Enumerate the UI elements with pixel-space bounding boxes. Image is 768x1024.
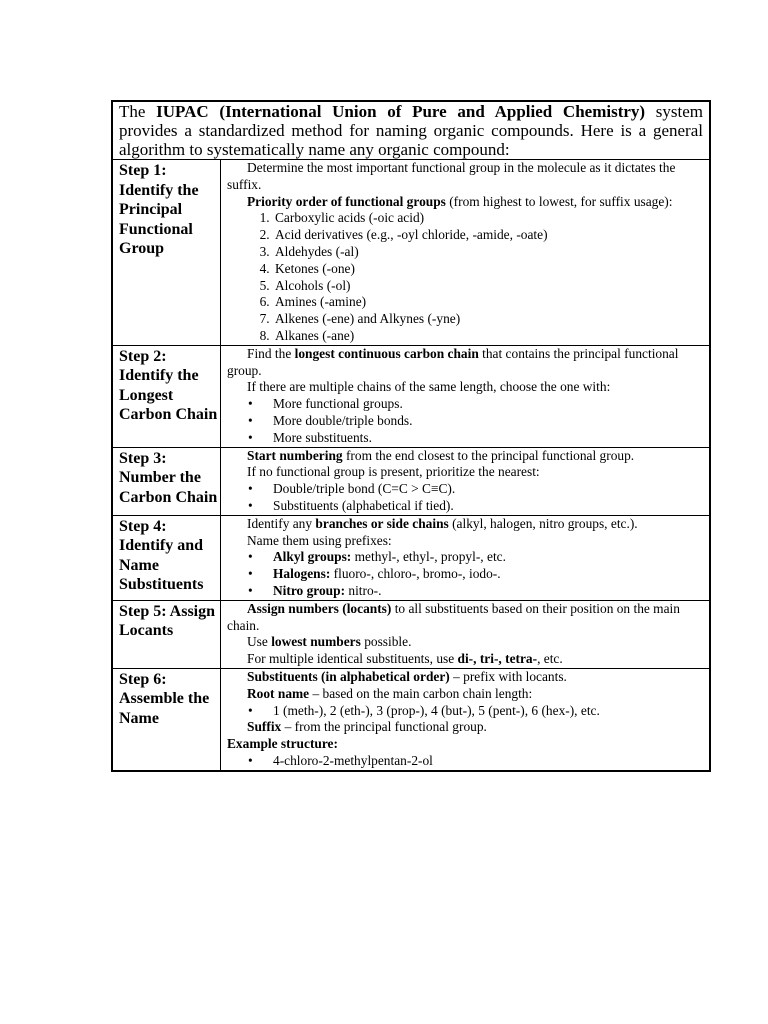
step-3-content [221,448,709,515]
step-5-p3-pre: For multiple identical substituents, use [247,651,458,667]
item-bold: Halogens: [273,566,331,582]
step-5-p2-post: possible. [360,634,412,650]
step-1-p2-bold: Priority order of functional groups [247,193,446,209]
item-bold: Nitro group: [273,582,346,598]
step-6-p1 [227,669,705,686]
step-1-content [221,160,709,345]
step-6-p4 [227,736,705,753]
iupac-naming-table [111,100,711,772]
list-item: 4. Ketones (-one) [273,261,705,278]
list-item [273,549,705,566]
item-rest: nitro-. [345,582,382,598]
numbering-priority-list [227,481,705,515]
step-3-label: Step 3: Number the Carbon Chain [113,448,221,515]
list-item: 2. Acid derivatives (e.g., -oyl chloride, -amide, -oate) [273,227,705,244]
list-item: • 4-chloro-2-methylpentan-2-ol [273,753,705,770]
list-item: 1. Carboxylic acids (-oic acid) [273,210,705,227]
step-5-p2-pre: Use [247,634,272,650]
step-6-p3-post: – from the principal functional group. [281,719,487,735]
list-item [273,566,705,583]
step-6-p1-bold: Substituents (in alphabetical order) [247,668,450,684]
step-6-p3 [227,719,705,736]
step-4-p1-post: (alkyl, halogen, nitro groups, etc.). [448,515,638,531]
list-item: 6. Amines (-amine) [273,294,705,311]
step-6-p2-bold: Root name [247,685,310,701]
list-item: 5. Alcohols (-ol) [273,278,705,295]
root-name-list [227,703,705,720]
step-1-label: Step 1: Identify the Principal Functional Group [113,160,221,345]
step-6-label: Step 6: Assemble the Name [113,669,221,770]
step-4-row [113,516,709,601]
step-5-label: Step 5: Assign Locants [113,601,221,668]
list-item: • More substituents. [273,430,705,447]
step-2-label: Step 2: Identify the Longest Carbon Chain [113,346,221,447]
step-3-p1-bold: Start numbering [247,447,343,463]
step-5-p2-bold: lowest numbers [271,634,361,650]
step-5-p1-post: to all substituents based on their position on the main chain. [227,600,680,633]
step-3-row [113,448,709,516]
prefix-list [227,549,705,599]
list-item: • More double/triple bonds. [273,413,705,430]
list-item: 3. Aldehydes (-al) [273,244,705,261]
item-bold: Alkyl groups: [273,549,352,565]
intro-prefix: The [119,102,157,121]
list-item [273,583,705,600]
step-5-p3-post: , etc. [537,651,563,667]
step-4-label: Step 4: Identify and Name Substituents [113,516,221,600]
step-5-content [221,601,709,668]
list-item: • More functional groups. [273,396,705,413]
step-5-p3-bold: di-, tri-, tetra- [457,651,538,667]
step-5-p1-bold: Assign numbers (locants) [247,600,392,616]
step-2-content [221,346,709,447]
step-4-content [221,516,709,600]
step-5-p1 [227,601,705,635]
step-4-p1-pre: Identify any [247,515,316,531]
step-1-row [113,160,709,346]
step-2-p1 [227,346,705,380]
step-6-content [221,669,709,770]
step-3-p1 [227,448,705,465]
intro-bold: IUPAC (International Union of Pure and Applied Chemistry) [156,102,646,121]
step-4-p2: Name them using prefixes: [247,532,392,548]
step-2-p2: If there are multiple chains of the same length, choose the one with: [247,379,611,395]
step-6-p2 [227,686,705,703]
item-rest: methyl-, ethyl-, propyl-, etc. [351,549,506,565]
list-item: 7. Alkenes (-ene) and Alkynes (-yne) [273,311,705,328]
chain-criteria-list [227,396,705,446]
step-2-row [113,346,709,448]
example-list [227,753,705,770]
step-6-p3-bold: Suffix [247,719,282,735]
list-item: 8. Alkanes (-ane) [273,328,705,345]
list-item: • Double/triple bond (C=C > C≡C). [273,481,705,498]
step-4-p1-bold: branches or side chains [315,515,449,531]
step-1-p1: Determine the most important functional group in the molecule as it dictates the suffix. [227,160,676,192]
step-5-p2 [227,634,705,651]
step-2-p1-bold: longest continuous carbon chain [294,345,479,361]
priority-list [227,210,705,344]
step-2-p1-post: that contains the principal functional group. [227,345,679,378]
step-5-p3 [227,651,705,668]
step-3-p2: If no functional group is present, prioritize the nearest: [247,464,540,480]
intro-suffix: system provides a standardized method for naming organic compounds. Here is a general algorithm to systematically name any organic compound: [119,102,703,159]
step-1-p2-rest: (from highest to lowest, for suffix usage): [445,193,673,209]
step-3-p1-post: from the end closest to the principal functional group. [342,447,635,463]
step-6-p1-post: – prefix with locants. [449,668,567,684]
list-item: • 1 (meth-), 2 (eth-), 3 (prop-), 4 (but-), 5 (pent-), 6 (hex-), etc. [273,703,705,720]
step-1-p2 [227,194,705,211]
step-4-p1 [227,516,705,533]
example-heading: Example structure: [227,736,338,752]
step-2-p1-pre: Find the [247,345,295,361]
item-rest: fluoro-, chloro-, bromo-, iodo-. [330,566,501,582]
step-6-row [113,669,709,770]
intro-paragraph [113,102,709,160]
list-item: • Substituents (alphabetical if tied). [273,498,705,515]
step-6-p2-post: – based on the main carbon chain length: [309,685,533,701]
step-5-row [113,601,709,669]
